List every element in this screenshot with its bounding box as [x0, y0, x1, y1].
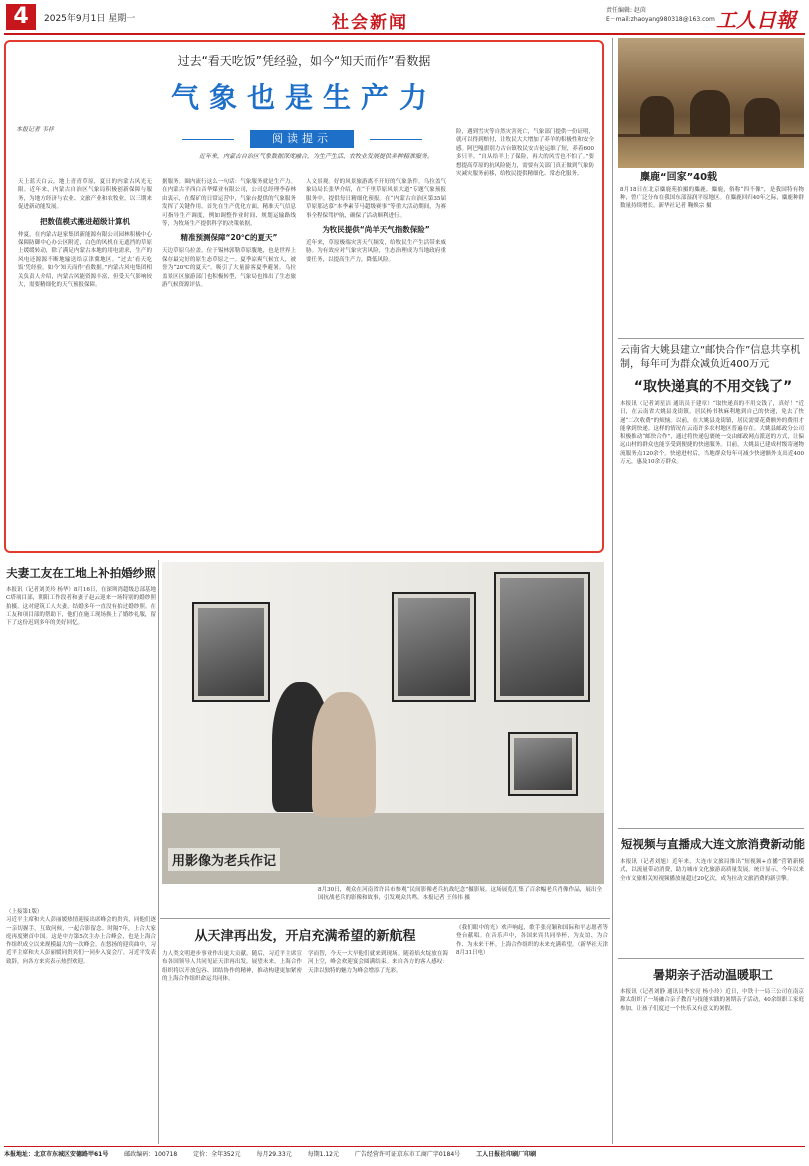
- exhibition-caption-title: 用影像为老兵作记: [168, 848, 280, 871]
- tianjin-paragraph: 习近平主席和夫人彭丽媛热情迎接出席峰会的贵宾，同他们逐一亲切握手，互致问候，一起合影留念。时隔7年，上合大家庭再度聚首中国。这是中方第5次主办上合峰会，也是上海合作组织成立以来规模最大的一次峰会。在悠扬的迎宾曲中，习近平主席和夫人彭丽媛同贵宾们一同步入宴会厅。习近平发表致辞，向各方来宾表示热烈欢迎。: [6, 917, 156, 965]
- elk-figure: [640, 96, 674, 136]
- footer-printer: 工人日报社印刷厂印刷: [476, 1151, 537, 1158]
- reading-tip-bar: [182, 130, 422, 148]
- summer-headline: 暑期亲子活动温暖职工: [652, 968, 773, 982]
- footer-price-issue: 每期1.12元: [307, 1151, 339, 1158]
- page-header: [0, 0, 809, 34]
- tianjin-column-2: [162, 950, 302, 1142]
- tianjin-headline: 从天津再出发，开启充满希望的新航程: [194, 929, 416, 944]
- footer-price-year: 定价：全年352元: [193, 1151, 241, 1158]
- couple-headline: 夫妻工友在工地上补拍婚纱照: [6, 566, 156, 580]
- elk-caption-title: 麋鹿“回家”40载: [640, 172, 718, 183]
- exhibition-caption-text: 8月30日，观众在河南省许昌市参观“民间影像老兵抗战纪念”摄影展。这场展览汇集了百余幅老兵肖像作品，展出全国抗战老兵的影像和故事，引发观众共鸣。本报记者 王伟伟 摄: [318, 887, 602, 902]
- section-divider: [160, 918, 610, 919]
- feature-headline: 气象也是生产力: [170, 81, 437, 114]
- portrait-frame: [508, 732, 578, 796]
- portrait-image: [500, 578, 584, 696]
- section-title: 社会新闻: [332, 13, 408, 33]
- elk-figure: [690, 90, 730, 136]
- column-divider: [618, 828, 804, 829]
- footer-license: 广告经营许可证京东市工商广字0184号: [354, 1151, 461, 1158]
- elk-figure: [744, 98, 780, 136]
- feature-column-4: [456, 128, 594, 548]
- short-video-paragraph: 本报讯（记者刘旭）近年来，大连市文旅局推出“短视频+直播”营销新模式，以流量带动消费，助力城市文化旅游高质量发展。统计显示，今年以来全市文旅相关短视频播放量超过20亿次，成为拉动文旅消费的新引擎。: [620, 859, 804, 882]
- tianjin-lead-label: （上接第1版）: [6, 909, 43, 915]
- elk-caption-text: 8月18日在北京麋鹿苑拍摄的麋鹿。麋鹿，俗称“四不像”，是我国特有物种，曾广泛分布在我国东部湿润平原地区。在麋鹿回归40年之际，麋鹿种群数量持续增长。新华社记者 鞠焕宗 摄: [620, 187, 804, 210]
- right-column-rule: [612, 38, 613, 1144]
- tianjin-paragraph: 《我们眼中的光》欢声响起，歌手张亮颖和国际和平志愿者等登台献唱。在音乐声中，各国来宾共同举杯，为友谊、为合作、为未来干杯。上海合作组织的未来充满希望。（新华社天津8月31日电）: [456, 925, 608, 956]
- feature-paragraph: 天上蓝天白云，地上青青草原，夏日的内蒙古风光无限。近年来，内蒙古自治区气象局积极创新保障与服务，为地方经济与农业、文旅产业和农牧业，以三期来促进新动能发展。: [18, 179, 152, 211]
- portrait-frame: [192, 602, 270, 702]
- tianjin-column-4: [456, 924, 608, 1142]
- tip-line-left: [182, 139, 234, 140]
- reading-tip-text: 近年来，内蒙古自治区气象数据深度融合，为生产生活、农牧业发展提供多种精准服务。: [198, 153, 433, 160]
- left-column-rule: [158, 560, 159, 1144]
- column-divider: [618, 338, 804, 339]
- yunnan-kicker: 云南省大姚县建立“邮快合作”信息共享机制，每年可为群众减负近400万元: [620, 345, 801, 370]
- portrait-image: [514, 738, 572, 790]
- feature-subhead: 为牧民提供“尚羊天气指数保险”: [322, 225, 430, 235]
- feature-subhead: 把数值模式搬进超级计算机: [40, 216, 130, 226]
- feature-byline: 本报记者 韦祥: [16, 126, 54, 133]
- tianjin-paragraph: 力人类文明进步事业作出更大贡献。随后，习近平主席宣布各国领导人共同见证天津再出发。展望未来，上海合作组织将以开放包容、团结协作的精神，推动构建更加紧密的上海合作组织命运共同体。: [162, 951, 302, 982]
- editor-email: E－mail:zhaoyang980318@163.com: [606, 16, 715, 23]
- editor-name: 责任编辑: 赵茵: [606, 7, 646, 14]
- issue-date: 2025年9月1日 星期一: [44, 14, 136, 24]
- feature-paragraph: 仲夏，在内蒙古赵家集团新能源有限公司园林积极中心保障防御中心办公区附近，白色的风机在无遮挡的草原上缓缓转动，除了满足内蒙古本地的用电需求，生产的风电还源源不断地输送给京津冀地区。“过去‘看天吃饭’凭经验，如今‘知天而作’看数据。”内蒙古风电集团相关负责人介绍，内蒙古风能资源丰富，但受天气影响较大，需要精细化的天气预报保障。: [18, 231, 152, 289]
- portrait-frame: [392, 592, 476, 702]
- feature-column-1: [18, 178, 152, 548]
- reading-tip-label: 阅读提示: [250, 130, 354, 148]
- header-rule: [4, 33, 805, 35]
- portrait-image: [398, 598, 470, 696]
- footer-price-month: 每月29.33元: [256, 1151, 292, 1158]
- portrait-image: [198, 608, 264, 696]
- page-number: 4: [6, 4, 36, 30]
- portrait-frame: [494, 572, 590, 702]
- feature-paragraph: 据服务。圈内流行这么一句话：气象服务就是生产力。在内蒙古平西白音华煤业有限公司，公司总经理李春林由衷示，在煤矿的日常运营中，气象台提供的气象服务发挥了关键作用。首先在生产优化方面，精准天气信息可指导生产调度，例如调整作业时间、规划运输路线等，为牧场生产提供科学的决策依据。: [162, 179, 296, 228]
- tianjin-paragraph: 学而智，今天一大早他们就来到现场。随着焰火绽放在海河上空，峰会欢迎宴会圆满结束。来自各方的客人感叹：天津以独特的魅力为峰会增添了光彩。: [308, 951, 448, 974]
- short-video-article: [620, 858, 804, 958]
- summer-paragraph: 本报讯（记者刘静 通讯员李宏亮 杨小玲）近日，中铁十一局三公司在南京滁太组织了一场融合亲子教育与技能实践的暑期亲子活动，40余组职工家庭参加，让孩子们度过一个快乐又有意义的暑假。: [620, 989, 804, 1012]
- column-divider: [618, 958, 804, 959]
- footer-address: 本报地址：北京市东城区安德路甲61号: [4, 1151, 109, 1158]
- feature-column-2: [162, 178, 296, 548]
- newspaper-logo: 工人日報: [716, 8, 796, 32]
- couple-article: [6, 586, 156, 896]
- yunnan-headline: “取快递真的不用交钱了”: [633, 379, 793, 395]
- feature-paragraph: 险，遇到雪灾等自然灾害死亡，气象部门提供一份证明，就可以得到赔付，让牧民大大增加了养羊的积极性和安全感。阿巴嘎旗别力古台镇牧民安吉伦运维了短，养着600多只羊。“自从给羊上了保险，再大的风雪也不怕了。”要想提高草原的抗风险能力，需要有关部门真正做到气象防灾减灾服务前移，给牧民提供精细化、常态化服务。: [456, 129, 594, 178]
- feature-paragraph: 人文景观。好的风景旅游离不开好的气象条件。乌拉盖气象局局长张华介绍，在“千里草原风景大道”专题气象预报服务中，提供每日精细化预报。在“内蒙古自治区第35届草原那达慕”本季素节马超级赛事“等重大活动期间，为赛事全程保驾护航，确保了活动顺利进行。: [306, 179, 446, 219]
- short-video-headline: 短视频与直播成大连文旅消费新动能: [621, 837, 805, 851]
- feature-subhead: 精准预测保障“20℃的夏天”: [180, 233, 278, 243]
- visitor-figure: [312, 692, 376, 817]
- yunnan-article: [620, 400, 804, 826]
- elk-photo: [618, 38, 804, 168]
- feature-kicker: 过去“看天吃饭”凭经验，如今“知天而作”看数据: [177, 54, 431, 68]
- feature-article: [4, 40, 604, 553]
- summer-article: [620, 988, 804, 1142]
- page-footer: [4, 1146, 805, 1162]
- feature-column-3: [306, 178, 446, 548]
- tip-line-right: [370, 139, 422, 140]
- footer-postcode: 邮政编码：100718: [124, 1151, 178, 1158]
- editor-info: [606, 6, 715, 24]
- tianjin-column-1: [6, 908, 156, 1144]
- exhibition-photo: [162, 562, 604, 884]
- couple-paragraph: 本报讯（记者刘美玲 杨华）8月16日，在深圳湾超级总部基地C塔项目部，朝阳工作段者和妻子赵云迎来一场特别的婚纱照拍摄。这对建筑工人夫妻，结婚多年一直没有拍过婚纱照。在工友和项目部的帮助下，他们在施工现场换上了婚纱礼服，留下了这份迟到多年的美好回忆。: [6, 587, 156, 627]
- feature-paragraph: 近年来，草原极端灾害天气频发，给牧民生产生活带来威胁。为有效应对气象灾害风险，生态治理成为当地政府重要任务，以提高生产力，降低风险。: [306, 240, 446, 263]
- feature-paragraph: 天边草原乌拉盖，位于锡林郭勒草原腹地，也是世界上保存最完好的原生态草原之一。夏季凉爽气候宜人，被誉为“20℃的夏天”，吸引了大量游客夏季避暑。乌拉盖景区区旅游部门也积极转型，气象局也推出了生态旅游气候资源评估。: [162, 248, 296, 289]
- yunnan-paragraph: 本报讯（记者刘星洁 通讯员于建章）“取快递真的不用交钱了，真好！”近日，在云南省大姚县龙街镇，居民杨书秋麻利地到自己的快递，免去了快递“二次收费”的烦恼。以前，在大姚县龙街镇，居民需要花费额外的费用才能拿到快递。这样的情况在云南许多农村地区普遍存在。大姚县邮政分公司积极推动“邮快合作”，通过将快递包裹统一交由邮政网点派送的方式，让偏远山村的群众也能享受到便捷的快递服务。目前，大姚县已建成村级寄递物流服务点120余个。快递进村后，当地群众每年可减少快递额外支出近400万元，惠及10余万群众。: [620, 401, 804, 466]
- tianjin-column-3: [308, 950, 448, 1142]
